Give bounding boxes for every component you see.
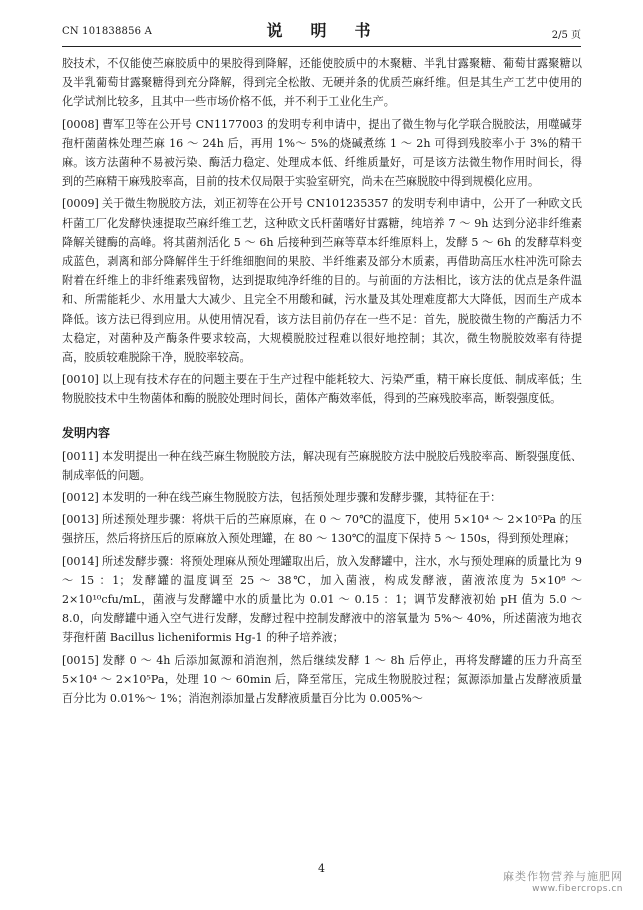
- paragraph-0014: [62, 552, 582, 648]
- page-header: [62, 18, 581, 44]
- document-title: 说 明 书: [266, 21, 377, 40]
- paragraph-text: 胶技术，不仅能使苎麻胶质中的果胶得到降解，还能使胶质中的木聚糖、半乳甘露聚糖、葡萄甘露聚糖以及半乳葡萄甘露聚糖得到充分降解，得到完全松散、无硬并条的优质苎麻纤维。但是其生产工艺中使用的化学试剂比较多，且其中一些市场价格不低，并不利于工业化生产。: [62, 57, 582, 109]
- header-rule: [62, 46, 581, 47]
- paragraph-text: 本发明提出一种在线苎麻生物脱胶方法，解决现有苎麻脱胶方法中脱胶后残胶率高、断裂强度低、制成率低的问题。: [62, 449, 582, 482]
- patent-number: CN 101838856 A: [62, 26, 153, 37]
- paragraph-0008: [62, 115, 582, 192]
- paragraph-tag: [0010]: [62, 373, 99, 387]
- paragraph-0013: [62, 510, 582, 548]
- paragraph-text: 本发明的一种在线苎麻生物脱胶方法，包括预处理步骤和发酵步骤，其特征在于：: [101, 491, 502, 505]
- watermark-site-name: 麻类作物营养与施肥网: [503, 870, 623, 883]
- paragraph-tag: [0011]: [62, 449, 99, 463]
- paragraph-continued: [62, 54, 582, 112]
- paragraph-tag: [0014]: [62, 554, 99, 568]
- paragraph-text: 以上现有技术存在的问题主要在于生产过程中能耗较大、污染严重，精干麻长度低、制成率低；生物脱胶技术中生物菌体和酶的脱胶处理时间长，菌体产酶效率低，得到的苎麻残胶率高，断裂强度低。: [62, 373, 582, 406]
- paragraph-tag: [0008]: [62, 117, 99, 131]
- paragraph-0012: [62, 488, 582, 507]
- page-number: 4: [318, 862, 325, 875]
- document-body: [62, 54, 582, 711]
- paragraph-text: 发酵 0 ～ 4h 后添加氮源和消泡剂，然后继续发酵 1 ～ 8h 后停止，再将发酵罐的压力升高至 5×10⁴ ～ 2×10⁵Pa，处理 10 ～ 60min 后，降至常压，完成生物脱胶过程；氮源添加量占发酵液质量百分比为 0.01%～ 1%；消泡剂添加量占发酵液质量百分比为 0.005%～: [62, 653, 582, 706]
- paragraph-tag: [0012]: [62, 491, 99, 505]
- watermark-url: www.fibercrops.cn: [532, 884, 623, 894]
- paragraph-text: 曹军卫等在公开号 CN1177003 的发明专利申请中，提出了微生物与化学联合脱胶法，用噬碱芽孢杆菌菌株处理苎麻 16 ～ 24h 后，再用 1%～ 5%的烧碱煮练 1 ～ 2h 可得到残胶率小于 3%的精干麻。该方法菌种不易被污染、酶活力稳定、处理成本低、纤维质量好，可是该方法微生物作用时间长，得到的苎麻精干麻残胶率高，目前的技术仅局限于实验室研究，尚未在苎麻脱胶中得到规模化应用。: [62, 117, 582, 189]
- paragraph-tag: [0015]: [62, 653, 99, 667]
- paragraph-text: 所述预处理步骤：将烘干后的苎麻原麻，在 0 ～ 70℃的温度下，使用 5×10⁴ ～ 2×10⁵Pa 的压强挤压，然后将挤压后的原麻放入预处理罐，在 80 ～ 130℃的温度下保持 5 ～ 150s，得到预处理麻；: [62, 513, 582, 546]
- paragraph-tag: [0013]: [62, 513, 99, 527]
- section-heading: 发明内容: [62, 425, 111, 440]
- watermark: [503, 868, 623, 894]
- paragraph-0015: [62, 651, 582, 709]
- page-indicator: 2/5 页: [551, 30, 581, 41]
- paragraph-0010: [62, 370, 582, 408]
- paragraph-0011: [62, 447, 582, 485]
- paragraph-tag: [0009]: [62, 197, 99, 211]
- paragraph-text: 所述发酵步骤：将预处理麻从预处理罐取出后，放入发酵罐中，注水，水与预处理麻的质量比为 9 ～ 15 ：1；发酵罐的温度调至 25 ～ 38℃，加入菌液，构成发酵液，菌液浓度为 5×10⁸ ～ 2×10¹⁰cfu/mL，菌液与发酵罐中水的质量比为 0.01 ～ 0.15 ：1；调节发酵液初始 pH 值为 5.0 ～ 8.0，向发酵罐中通入空气进行发酵，发酵过程中控制发酵液中的溶氧量为 5%～ 40%，所述菌液为地衣芽孢杆菌 Bacillus licheniformis Hg-1 的种子培养液；: [62, 554, 582, 645]
- paragraph-text: 关于微生物脱胶方法，刘正初等在公开号 CN101235357 的发明专利申请中，公开了一种欧文氏杆菌工厂化发酵快速提取苎麻纤维工艺，这种欧文氏杆菌嗜好甘露糖，纯培养 7 ～ 9h 达到分泌非纤维素降解关键酶的高峰。将其菌剂活化 5 ～ 6h 后接种到苎麻等草本纤维原料上，发酵 5 ～ 6h 的发酵草料变成蓝色，剥离和部分降解伴生于纤维细胞间的果胶、半纤维素及部分木质素，再借助高压水柱冲洗可除去附着在纤维上的非纤维素残留物，达到提取纯净纤维的目的。与前面的方法相比，该方法的优点是条件温和、所需能耗少、水用量大大减少、且完全不用酸和碱，污水量及其处理难度都大大降低，因而生产成本降低。该方法已得到应用。从使用情况看，该方法目前仍存在一些不足：首先，脱胶微生物的产酶活力不太稳定，对菌种及产酶条件要求较高，大规模脱胶过程难以很好地控制；其次，微生物脱胶效率有待提高，胶质较难脱除干净，脱胶率较高。: [62, 197, 582, 365]
- paragraph-0009: [62, 194, 582, 367]
